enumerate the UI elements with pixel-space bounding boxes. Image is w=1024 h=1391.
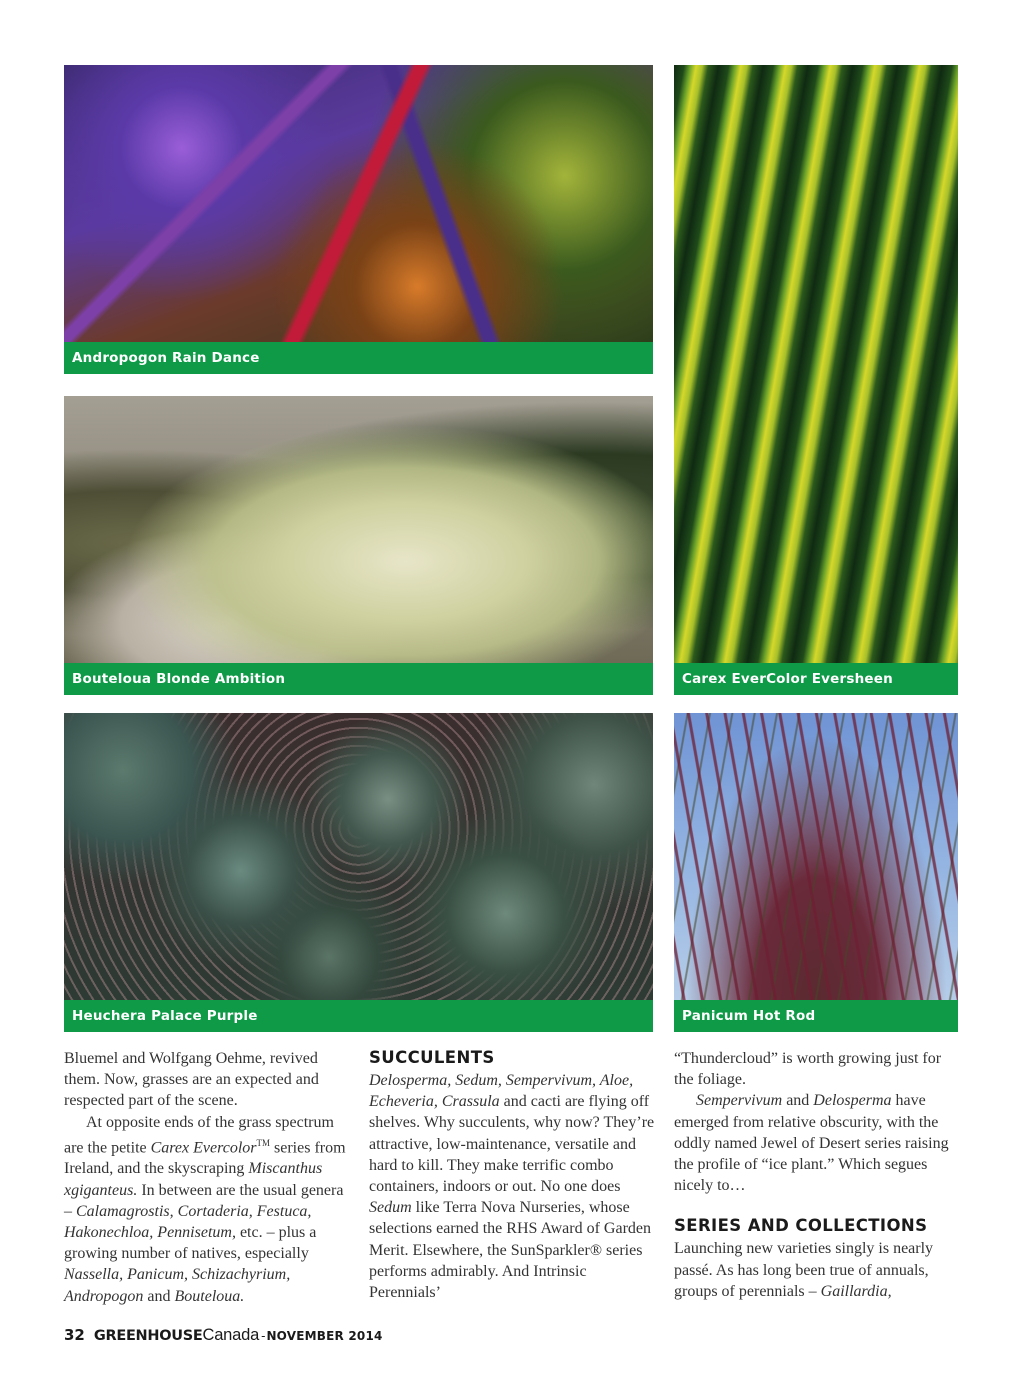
text-run: etc. – plus a growing number of natives, especially: [64, 1223, 317, 1263]
photo-caption: Bouteloua Blonde Ambition: [64, 663, 653, 695]
text-run: and: [782, 1092, 814, 1110]
italic-run: Nassella, Panicum, Schizachyrium, Andropogon: [64, 1266, 291, 1305]
italic-run: Bouteloua.: [174, 1287, 245, 1305]
italic-run: Delosperma: [813, 1092, 892, 1110]
photo-heuchera-palace-purple: [64, 713, 653, 1032]
photo-image: [64, 65, 653, 342]
page-number: 32: [64, 1326, 85, 1344]
italic-run: Carex Evercolor: [150, 1139, 257, 1157]
paragraph: “Thundercloud” is worth growing just for the foliage.: [674, 1050, 942, 1089]
photo-panicum-hot-rod: [674, 713, 958, 1032]
page-footer: [64, 1326, 383, 1346]
issue-date: NOVEMBER 2014: [266, 1329, 383, 1343]
article-column-1: [64, 1048, 354, 1307]
paragraph: [674, 1090, 964, 1196]
article-column-3: [674, 1048, 964, 1302]
text-run: and cacti are flying off shelves. Why succulents, why now? They’re attractive, low-maintenance, versatile and hard to kill. They make terrific combo containers, indoors or out. No one does: [369, 1093, 655, 1196]
paragraph: [64, 1112, 354, 1307]
text-run: like Terra Nova Nurseries, whose selections earned the RHS Award of Garden Merit. Elsewhere, the SunSparkler® series performs admirably. And Intrinsic Perennials’: [369, 1199, 651, 1302]
text-run: series from Ireland, and the skyscraping: [64, 1139, 346, 1178]
photo-caption: Carex EverColor Eversheen: [674, 663, 958, 695]
italic-run: Miscanthus xgiganteus.: [64, 1160, 323, 1199]
trademark-sup: TM: [256, 1137, 271, 1148]
photo-caption: Panicum Hot Rod: [674, 1000, 958, 1032]
photo-caption: Heuchera Palace Purple: [64, 1000, 653, 1032]
photo-caption: Andropogon Rain Dance: [64, 342, 653, 374]
photo-andropogon-rain-dance: [64, 65, 653, 374]
photo-image: [64, 396, 653, 663]
paragraph: [369, 1070, 659, 1303]
text-run: and: [143, 1287, 175, 1305]
italic-run: Delosperma, Sedum, Sempervivum, Aloe, Echeveria, Crassula: [369, 1072, 634, 1111]
photo-image: [674, 65, 958, 663]
italic-run: Calamagrostis, Cortaderia, Festuca, Hakonechloa, Pennisetum,: [64, 1202, 312, 1241]
paragraph: Bluemel and Wolfgang Oehme, revived them. Now, grasses are an expected and respected part of the scene.: [64, 1050, 319, 1110]
photo-bouteloua-blonde-ambition: [64, 396, 653, 695]
section-heading-series-collections: SERIES AND COLLECTIONS: [674, 1216, 928, 1236]
text-run: In between are the usual genera –: [64, 1181, 344, 1220]
article-column-2: [369, 1048, 659, 1303]
section-heading-succulents: SUCCULENTS: [369, 1048, 495, 1067]
italic-run: Gaillardia,: [820, 1282, 892, 1300]
photo-image: [64, 713, 653, 1000]
text-run: have emerged from relative obscurity, with the oddly named Jewel of Desert series raising the profile of “ice plant.” Which segues nicely to…: [674, 1092, 949, 1195]
text-run: Launching new varieties singly is nearly passé. As has long been true of annuals, groups of perennials –: [674, 1240, 934, 1300]
magazine-brand-light: Canada: [202, 1326, 260, 1344]
footer-separator: -: [261, 1329, 266, 1343]
magazine-brand-bold: GREENHOUSE: [93, 1328, 203, 1344]
italic-run: Sedum: [369, 1199, 412, 1217]
paragraph: [674, 1238, 964, 1302]
italic-run: Sempervivum: [696, 1092, 783, 1110]
photo-image: [674, 713, 958, 1000]
photo-carex-evercolor-eversheen: [674, 65, 958, 695]
text-run: At opposite ends of the grass spectrum are the petite: [64, 1113, 334, 1157]
